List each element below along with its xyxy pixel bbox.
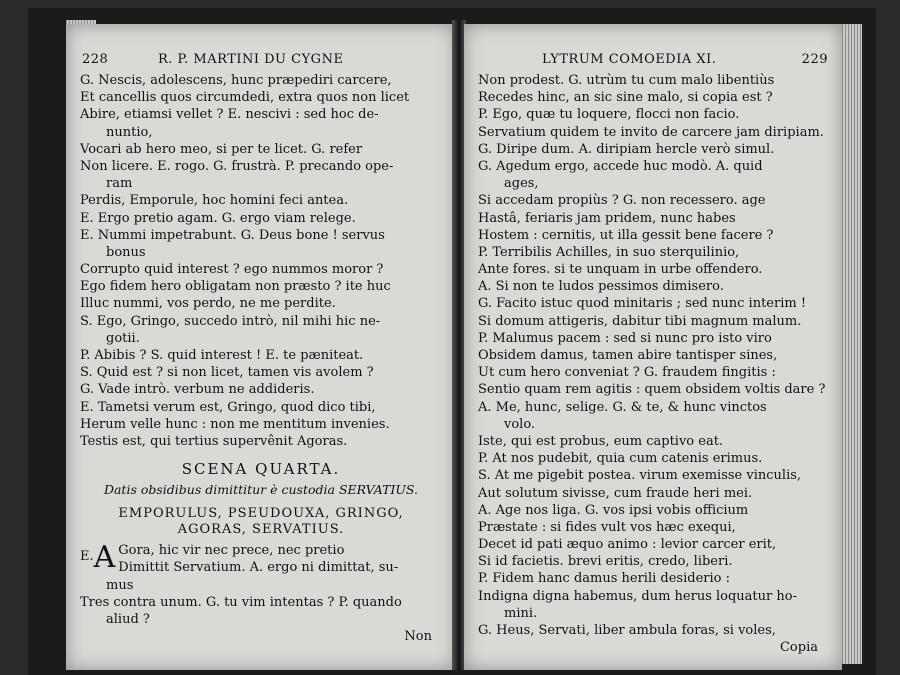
text-line: Decet id pati æquo animo : levior carcer erit, (478, 537, 777, 553)
text-line: A. Age nos liga. G. vos ipsi vobis officium (478, 502, 749, 518)
text-line: Illuc nummi, vos perdo, ne me perdite. (80, 296, 336, 312)
right-lines (478, 72, 828, 639)
text-line: Tres contra unum. G. tu vim intentas ? P. quando (80, 594, 402, 610)
right-text-block (478, 72, 828, 656)
text-line: ram (106, 176, 133, 192)
text-line: G. Facito istuc quod minitaris ; sed nunc interim ! (478, 296, 807, 312)
text-line: Servatium quidem te invito de carcere jam diripiam. (478, 124, 824, 140)
text-line: A. Si non te ludos pessimos dimisero. (478, 279, 724, 295)
scene-subtitle: Datis obsidibus dimittitur è custodia SERVATIUS. (103, 482, 419, 498)
text-line: E. Ergo pretio agam. G. ergo viam relege. (80, 210, 356, 226)
text-line: Præstate : si fides vult vos hæc exequi, (478, 519, 736, 535)
text-line: P. At nos pudebit, quia cum catenis erimus. (478, 451, 763, 467)
running-title-right: LYTRUM COMOEDIA XI. (542, 52, 717, 67)
text-line: E. Tametsi verum est, Gringo, quod dico tibi, (80, 399, 376, 415)
text-line: mini. (504, 605, 538, 621)
text-line: S. At me pigebit postea. virum exemisse vinculis, (478, 468, 802, 484)
text-line: Et cancellis quos circumdedi, extra quos non licet (80, 90, 410, 106)
characters-list (80, 506, 442, 538)
text-line: Ego fidem hero obligatam non præsto ? ite huc (80, 279, 391, 295)
right-header (464, 52, 842, 72)
text-line: Vocari ab hero meo, si per te licet. G. refer (80, 141, 363, 157)
left-page (66, 24, 456, 670)
speaker-initial: E. (80, 549, 94, 565)
characters-line-1: EMPORULUS, PSEUDOUXA, GRINGO, (118, 506, 404, 522)
left-lines (80, 72, 442, 450)
text-line: P. Terribilis Achilles, in suo sterquilinio, (478, 244, 740, 260)
text-line: volo. (504, 416, 536, 432)
text-line: mus (106, 577, 134, 593)
opening-line-2: Dimittit Servatium. A. ergo ni dimittat, su- (118, 560, 399, 576)
left-lines-after (80, 577, 442, 629)
catchword-left: Non (404, 629, 432, 645)
catchword-right: Copia (779, 640, 818, 656)
text-line: gotii. (106, 330, 140, 346)
text-line: Abire, etiamsi vellet ? E. nescivi : sed hoc de- (80, 107, 379, 123)
text-line: bonus (106, 244, 146, 260)
text-line: P. Malumus pacem : sed si nunc pro isto viro (478, 330, 772, 346)
text-line: Perdis, Emporule, hoc homini feci antea. (80, 193, 349, 209)
left-header (66, 52, 456, 72)
page-number-left: 228 (82, 52, 109, 67)
text-line: Recedes hinc, an sic sine malo, si copia est ? (478, 90, 773, 106)
text-line: S. Ego, Gringo, succedo intrò, nil mihi hic ne- (80, 313, 381, 329)
text-line: Sentio quam rem agitis : quem obsidem voltis dare ? (478, 382, 826, 398)
text-line: P. Abibis ? S. quid interest ! E. te pæniteat. (80, 348, 364, 363)
text-line: Non licere. E. rogo. G. frustrà. P. precando ope- (80, 158, 394, 174)
text-line: aliud ? (106, 611, 150, 627)
text-line: G. Nescis, adolescens, hunc præpediri carcere, (80, 73, 392, 88)
text-line: Aut solutum sivisse, cum fraude heri mei. (478, 485, 753, 501)
drop-cap: A (93, 540, 116, 576)
text-line: S. Quid est ? si non licet, tamen vis avolem ? (80, 365, 374, 381)
text-line: G. Diripe dum. A. diripiam hercle verò simul. (478, 141, 775, 157)
text-line: Herum velle hunc : non me mentitum invenies. (80, 416, 390, 432)
text-line: ages, (504, 176, 539, 192)
text-line: G. Vade intrò. verbum ne addideris. (80, 382, 315, 398)
text-line: Non prodest. G. utrùm tu cum malo libentiùs (478, 73, 775, 88)
text-line: Ante fores. si te unquam in urbe offendero. (478, 262, 763, 278)
left-text-block (80, 72, 442, 645)
scene-opening (80, 542, 442, 576)
text-line: Ut cum hero conveniat ? G. fraudem fingitis : (478, 365, 776, 381)
text-line: Iste, qui est probus, eum captivo eat. (478, 433, 724, 449)
right-page (464, 24, 842, 670)
text-line: Indigna digna habemus, dum herus loquatur ho- (478, 588, 797, 604)
text-line: Corrupto quid interest ? ego nummos moror ? (80, 262, 384, 278)
text-line: Si accedam propiùs ? G. non recessero. age (478, 193, 766, 209)
right-page-edges (842, 24, 862, 664)
text-line: Si id facietis. brevi eritis, credo, liberi. (478, 554, 733, 570)
running-title-left: R. P. MARTINI DU CYGNE (158, 52, 344, 67)
page-number-right: 229 (801, 52, 828, 67)
text-line: Hastâ, feriaris jam pridem, nunc habes (478, 210, 736, 226)
text-line: A. Me, hunc, selige. G. & te, & hunc vinctos (478, 399, 767, 415)
text-line: Si domum attigeris, dabitur tibi magnum malum. (478, 313, 802, 329)
opening-line-1: Gora, hic vir nec prece, nec pretio (118, 543, 345, 559)
text-line: E. Nummi impetrabunt. G. Deus bone ! servus (80, 227, 385, 243)
text-line: Testis est, qui tertius supervênit Agoras. (80, 433, 348, 449)
text-line: nuntio, (106, 124, 153, 140)
text-line: P. Fidem hanc damus herili desiderio : (478, 571, 730, 587)
text-line: P. Ego, quæ tu loquere, flocci non facio. (478, 107, 740, 123)
text-line: G. Heus, Servati, liber ambula foras, si voles, (478, 623, 776, 638)
scene-title: SCENA QUARTA. (181, 460, 341, 479)
characters-line-2: AGORAS, SERVATIUS. (177, 522, 345, 538)
text-line: Hostem : cernitis, ut illa gessit bene facere ? (478, 227, 774, 243)
text-line: Obsidem damus, tamen abire tantisper sines, (478, 348, 778, 363)
text-line: G. Agedum ergo, accede huc modò. A. quid (478, 158, 763, 174)
